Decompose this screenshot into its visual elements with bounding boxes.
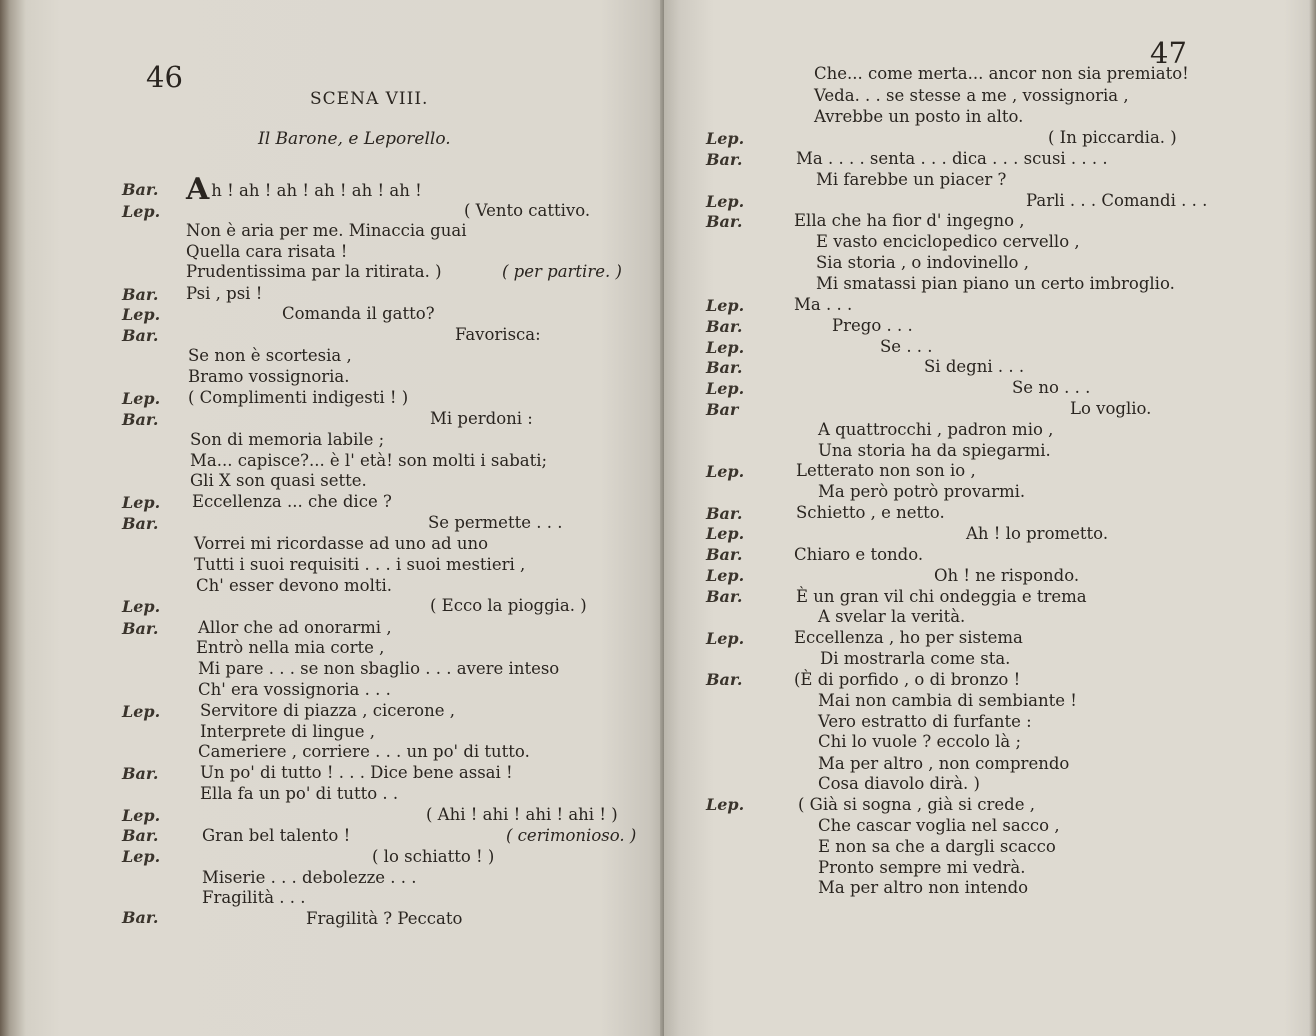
verse-text: h ! ah ! ah ! ah ! ah ! ah ! xyxy=(211,181,422,200)
verse-line: Eccellenza , ho per sistema xyxy=(794,628,1023,647)
verse-line: Veda. . . se stesse a me , vossignoria , xyxy=(814,86,1129,105)
verse-line: Prudentissima par la ritirata. ) xyxy=(186,262,442,281)
verse-line: Si degni . . . xyxy=(924,357,1025,376)
speaker-label: Bar. xyxy=(122,285,159,304)
speaker-label: Bar. xyxy=(122,908,159,927)
verse-line: Se non è scortesia , xyxy=(188,346,352,365)
verse-line: ( Già si sogna , già si crede , xyxy=(798,795,1035,814)
verse-line: Bramo vossignoria. xyxy=(188,367,350,386)
verse-line: Chiaro e tondo. xyxy=(794,545,924,564)
verse-line: Vorrei mi ricordasse ad uno ad uno xyxy=(194,534,489,553)
speaker-label: Lep. xyxy=(122,847,161,866)
verse-line: Se . . . xyxy=(880,337,933,356)
speaker-label: Lep. xyxy=(122,389,161,408)
verse-line: Ella fa un po' di tutto . . xyxy=(200,784,399,803)
verse-line: Servitore di piazza , cicerone , xyxy=(200,701,455,720)
stage-direction: ( cerimonioso. ) xyxy=(506,826,637,845)
verse-line: Pronto sempre mi vedrà. xyxy=(818,858,1026,877)
speaker-label: Lep. xyxy=(706,462,745,481)
speaker-label: Lep. xyxy=(706,338,745,357)
verse-line: Tutti i suoi requisiti . . . i suoi mestieri , xyxy=(194,555,526,574)
verse-line: Schietto , e netto. xyxy=(796,503,945,522)
stage-direction: ( per partire. ) xyxy=(502,262,622,281)
verse-line: Miserie . . . debolezze . . . xyxy=(202,868,417,887)
verse-line: Ma . . . . senta . . . dica . . . scusi . . . . xyxy=(796,149,1108,168)
speaker-label: Lep. xyxy=(706,524,745,543)
speaker-label: Lep. xyxy=(122,493,161,512)
verse-line: Mi pare . . . se non sbaglio . . . avere inteso xyxy=(198,659,560,678)
verse-line: Prego . . . xyxy=(832,316,913,335)
speaker-label: Lep. xyxy=(706,379,745,398)
speaker-label: Bar. xyxy=(122,326,159,345)
speaker-label: Lep. xyxy=(706,629,745,648)
verse-line: Ma per altro non intendo xyxy=(818,878,1029,897)
verse-line: Un po' di tutto ! . . . Dice bene assai ! xyxy=(200,763,513,782)
speaker-label: Bar. xyxy=(706,212,743,231)
verse-line: Ella che ha fior d' ingegno , xyxy=(794,211,1025,230)
verse-line: Di mostrarla come sta. xyxy=(820,649,1011,668)
verse-line: Mai non cambia di sembiante ! xyxy=(818,691,1077,710)
verse-line: Interprete di lingue , xyxy=(200,722,375,741)
verse-line: Che cascar voglia nel sacco , xyxy=(818,816,1060,835)
verse-line: Quella cara risata ! xyxy=(186,242,348,261)
verse-line: Ma però potrò provarmi. xyxy=(818,482,1026,501)
speaker-label: Lep. xyxy=(122,202,161,221)
page-number: 46 xyxy=(146,60,183,94)
verse-line: Eccellenza ... che dice ? xyxy=(192,492,392,511)
page-number: 47 xyxy=(1150,36,1187,70)
verse-line: Allor che ad onorarmi , xyxy=(198,618,392,637)
stage-direction: ( Ecco la pioggia. ) xyxy=(430,596,587,615)
verse-line: Entrò nella mia corte , xyxy=(196,638,385,657)
verse-line: Cosa diavolo dirà. ) xyxy=(818,774,980,793)
verse-line: Che... come merta... ancor non sia premiato! xyxy=(814,64,1189,83)
speaker-label: Lep. xyxy=(122,597,161,616)
verse-line: Letterato non son io , xyxy=(796,461,976,480)
verse-line: Sia storia , o indovinello , xyxy=(816,253,1029,272)
speaker-label: Bar xyxy=(706,400,739,419)
verse-line: È un gran vil chi ondeggia e trema xyxy=(796,587,1087,606)
verse-line: A svelar la verità. xyxy=(818,607,966,626)
verse-line: Ch' esser devono molti. xyxy=(196,576,393,595)
verse-line: Oh ! ne rispondo. xyxy=(934,566,1080,585)
verse-line: Comanda il gatto? xyxy=(282,304,435,323)
verse-line: Gran bel talento ! xyxy=(202,826,351,845)
speaker-label: Lep. xyxy=(122,305,161,324)
verse-line: Son di memoria labile ; xyxy=(190,430,385,449)
verse-line: Cameriere , corriere . . . un po' di tutto. xyxy=(198,742,530,761)
verse-line: Vero estratto di furfante : xyxy=(818,712,1032,731)
verse-line: Lo voglio. xyxy=(1070,399,1152,418)
verse-line: Una storia ha da spiegarmi. xyxy=(818,441,1051,460)
stage-direction: ( Complimenti indigesti ! ) xyxy=(188,388,409,407)
speaker-label: Lep. xyxy=(122,806,161,825)
speaker-label: Lep. xyxy=(706,795,745,814)
verse-line: Se permette . . . xyxy=(428,513,563,532)
stage-direction: ( Vento cattivo. xyxy=(464,201,591,220)
speaker-label: Bar. xyxy=(122,514,159,533)
speaker-label: Bar. xyxy=(122,764,159,783)
verse-line: Mi farebbe un piacer ? xyxy=(816,170,1007,189)
speaker-label: Bar. xyxy=(706,358,743,377)
verse-line: (È di porfido , o di bronzo ! xyxy=(794,670,1021,689)
stage-direction: ( lo schiatto ! ) xyxy=(372,847,495,866)
verse-line: Ma... capisce?... è l' età! son molti i sabati; xyxy=(190,451,548,470)
stage-direction: ( In piccardia. ) xyxy=(1048,128,1177,147)
drop-initial: A xyxy=(186,172,210,207)
verse-line: A quattrocchi , padron mio , xyxy=(818,420,1054,439)
verse-line: E vasto enciclopedico cervello , xyxy=(816,232,1080,251)
speaker-label: Bar. xyxy=(706,150,743,169)
speaker-label: Lep. xyxy=(706,296,745,315)
right-page xyxy=(664,0,1316,1036)
scene-title: SCENA VIII. xyxy=(310,89,429,109)
stage-direction: ( Ahi ! ahi ! ahi ! ahi ! ) xyxy=(426,805,618,824)
verse-line xyxy=(186,172,422,207)
verse-line: Mi perdoni : xyxy=(430,409,533,428)
verse-line: Chi lo vuole ? eccolo là ; xyxy=(818,732,1022,751)
verse-line: Ma per altro , non comprendo xyxy=(818,754,1070,773)
speaker-label: Bar. xyxy=(122,619,159,638)
verse-line: Avrebbe un posto in alto. xyxy=(814,107,1024,126)
speaker-label: Bar. xyxy=(706,545,743,564)
speaker-label: Bar. xyxy=(706,587,743,606)
verse-line: Psi , psi ! xyxy=(186,284,263,303)
verse-line: Fragilità . . . xyxy=(202,888,306,907)
verse-line: Ah ! lo prometto. xyxy=(966,524,1109,543)
verse-line: Ma . . . xyxy=(794,295,853,314)
speaker-label: Lep. xyxy=(122,702,161,721)
speaker-label: Lep. xyxy=(706,566,745,585)
speaker-label: Bar. xyxy=(122,180,159,199)
speaker-label: Bar. xyxy=(706,504,743,523)
verse-line: Fragilità ? Peccato xyxy=(306,909,463,928)
speaker-label: Lep. xyxy=(706,192,745,211)
verse-line: Ch' era vossignoria . . . xyxy=(198,680,391,699)
verse-line: Gli X son quasi sette. xyxy=(190,471,367,490)
speaker-label: Lep. xyxy=(706,129,745,148)
verse-line: Mi smatassi pian piano un certo imbroglio. xyxy=(816,274,1175,293)
speaker-label: Bar. xyxy=(706,317,743,336)
verse-line: Parli . . . Comandi . . . xyxy=(1026,191,1208,210)
scene-characters: Il Barone, e Leporello. xyxy=(258,129,451,149)
verse-line: Favorisca: xyxy=(455,325,541,344)
verse-line: E non sa che a dargli scacco xyxy=(818,837,1056,856)
verse-line: Non è aria per me. Minaccia guai xyxy=(186,221,467,240)
speaker-label: Bar. xyxy=(122,826,159,845)
speaker-label: Bar. xyxy=(706,670,743,689)
verse-line: Se no . . . xyxy=(1012,378,1091,397)
speaker-label: Bar. xyxy=(122,410,159,429)
